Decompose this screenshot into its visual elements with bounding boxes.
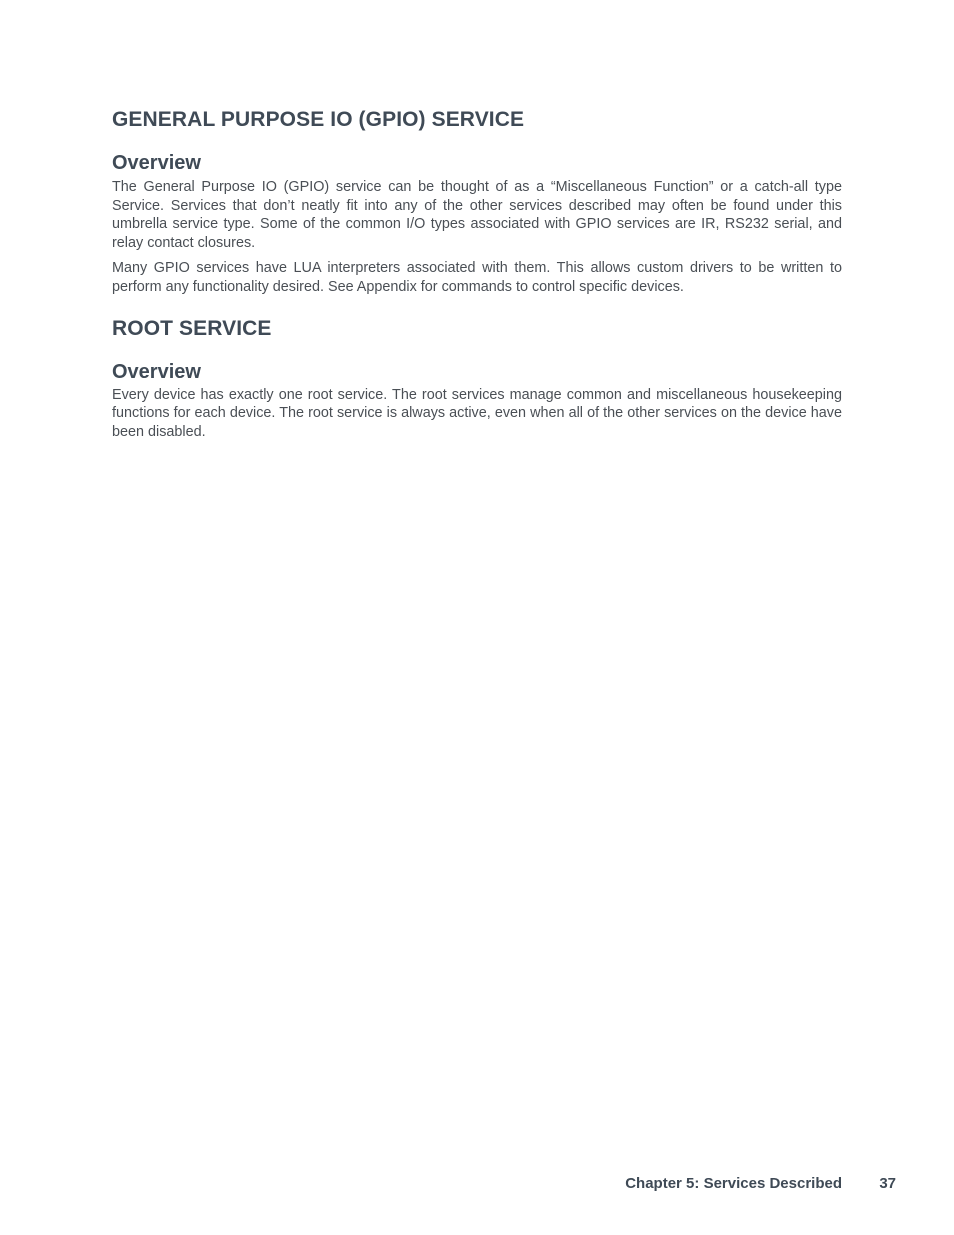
section-title-root: ROOT SERVICE xyxy=(112,316,272,340)
subsection-title-gpio-overview: Overview xyxy=(112,152,201,174)
page-footer xyxy=(0,1175,954,1195)
footer-page-number: 37 xyxy=(879,1175,896,1192)
section-title-gpio: GENERAL PURPOSE IO (GPIO) SERVICE xyxy=(112,108,525,131)
gpio-paragraph-2: Many GPIO services have LUA interpreters associated with them. This allows custom drivers to be written to perform any functionality desired. See Appendix for commands to control specific devices. xyxy=(112,260,842,295)
footer-chapter-title: Chapter 5: Services Described xyxy=(625,1175,842,1192)
root-paragraph-1: Every device has exactly one root service. The root services manage common and miscellaneous housekeeping functions for each device. The root service is always active, even when all of the other services on the device have been disabled. xyxy=(112,386,842,440)
page-content xyxy=(112,106,842,441)
subsection-title-root-overview: Overview xyxy=(112,360,201,383)
gpio-paragraph-1: The General Purpose IO (GPIO) service can be thought of as a “Miscellaneous Function” or a catch-all type Service. Services that don’t neatly fit into any of the other services described may often be found under this umbrella service type. Some of the common I/O types associated with GPIO services are IR, RS232 serial, and relay contact closures. xyxy=(112,179,842,251)
